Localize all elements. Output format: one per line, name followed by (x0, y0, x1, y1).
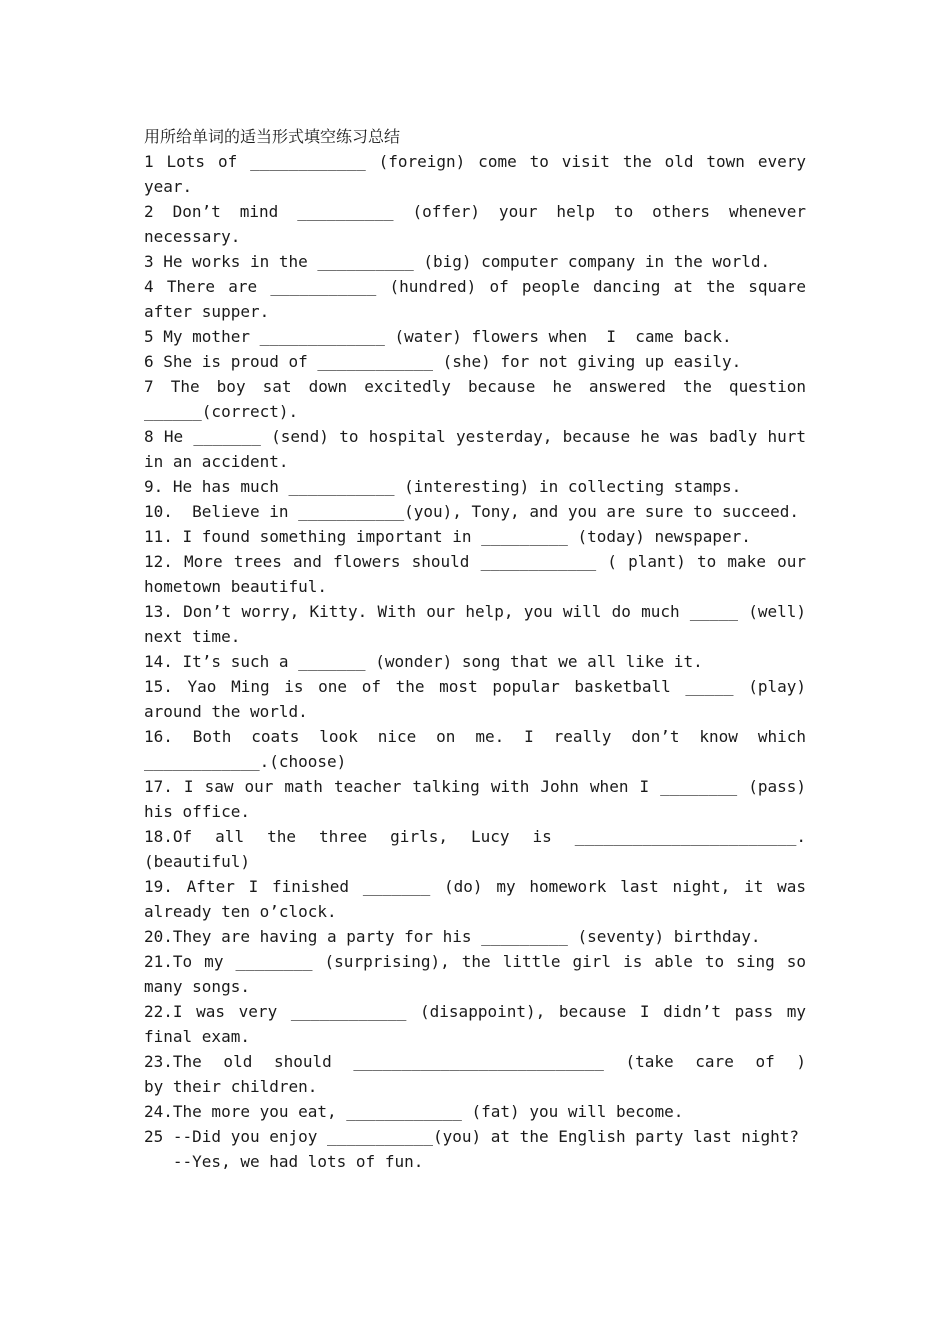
exercise-line: around the world. (144, 702, 308, 721)
exercise-line: hometown beautiful. (144, 577, 328, 596)
exercise-line: 7 The boy sat down excitedly because he answered the question (144, 377, 806, 396)
exercise-line: next time. (144, 627, 241, 646)
page-title: 用所给单词的适当形式填空练习总结 (144, 127, 401, 146)
exercise-line: ______(correct). (144, 402, 299, 421)
exercise-line: 10. Believe in ___________(you), Tony, and you are sure to succeed. (144, 502, 800, 521)
exercise-line: 6 She is proud of ____________ (she) for not giving up easily. (144, 352, 742, 371)
exercise-line: 8 He _______ (send) to hospital yesterday, because he was badly hurt (144, 427, 806, 446)
exercise-line: many songs. (144, 977, 250, 996)
exercise-line: year. (144, 177, 193, 196)
exercise-line: 21.To my ________ (surprising), the little girl is able to sing so (144, 952, 806, 971)
exercise-line: 16. Both coats look nice on me. I really don’t know which (144, 727, 806, 746)
exercise-line: after supper. (144, 302, 270, 321)
exercise-line: final exam. (144, 1027, 250, 1046)
exercise-line: 9. He has much ___________ (interesting) in collecting stamps. (144, 477, 742, 496)
exercise-line: 18.Of all the three girls, Lucy is _______________________. (144, 827, 806, 846)
exercise-line: 2 Don’t mind __________ (offer) your help to others whenever (144, 202, 806, 221)
exercise-line: 1 Lots of ____________ (foreign) come to visit the old town every (144, 152, 806, 171)
exercise-line: ____________.(choose) (144, 752, 347, 771)
exercise-line: his office. (144, 802, 250, 821)
exercise-line: 4 There are ___________ (hundred) of people dancing at the square (144, 277, 806, 296)
exercise-line: in an accident. (144, 452, 289, 471)
exercise-line: 11. I found something important in _________ (today) newspaper. (144, 527, 751, 546)
exercise-line: by their children. (144, 1077, 318, 1096)
exercise-line: 3 He works in the __________ (big) computer company in the world. (144, 252, 771, 271)
exercise-line: 25 --Did you enjoy ___________(you) at the English party last night? (144, 1127, 800, 1146)
exercise-line: 14. It’s such a _______ (wonder) song that we all like it. (144, 652, 703, 671)
exercise-line: (beautiful) (144, 852, 250, 871)
exercise-line: 23.The old should __________________________ (take care of ) (144, 1052, 806, 1071)
exercise-line: 12. More trees and flowers should ____________ ( plant) to make our (144, 552, 806, 571)
exercise-line: 24.The more you eat, ____________ (fat) you will become. (144, 1102, 684, 1121)
exercise-line: 15. Yao Ming is one of the most popular basketball _____ (play) (144, 677, 806, 696)
exercise-line: 17. I saw our math teacher talking with John when I ________ (pass) (144, 777, 806, 796)
exercise-line: 5 My mother _____________ (water) flowers when I came back. (144, 327, 732, 346)
exercise-line: 22.I was very ____________ (disappoint), because I didn’t pass my (144, 1002, 806, 1021)
exercise-line: 13. Don’t worry, Kitty. With our help, you will do much _____ (well) (144, 602, 806, 621)
exercise-line: --Yes, we had lots of fun. (144, 1152, 424, 1171)
exercise-line: 20.They are having a party for his _________ (seventy) birthday. (144, 927, 761, 946)
exercise-line: 19. After I finished _______ (do) my homework last night, it was (144, 877, 806, 896)
exercise-line: necessary. (144, 227, 241, 246)
exercise-line: already ten o’clock. (144, 902, 337, 921)
